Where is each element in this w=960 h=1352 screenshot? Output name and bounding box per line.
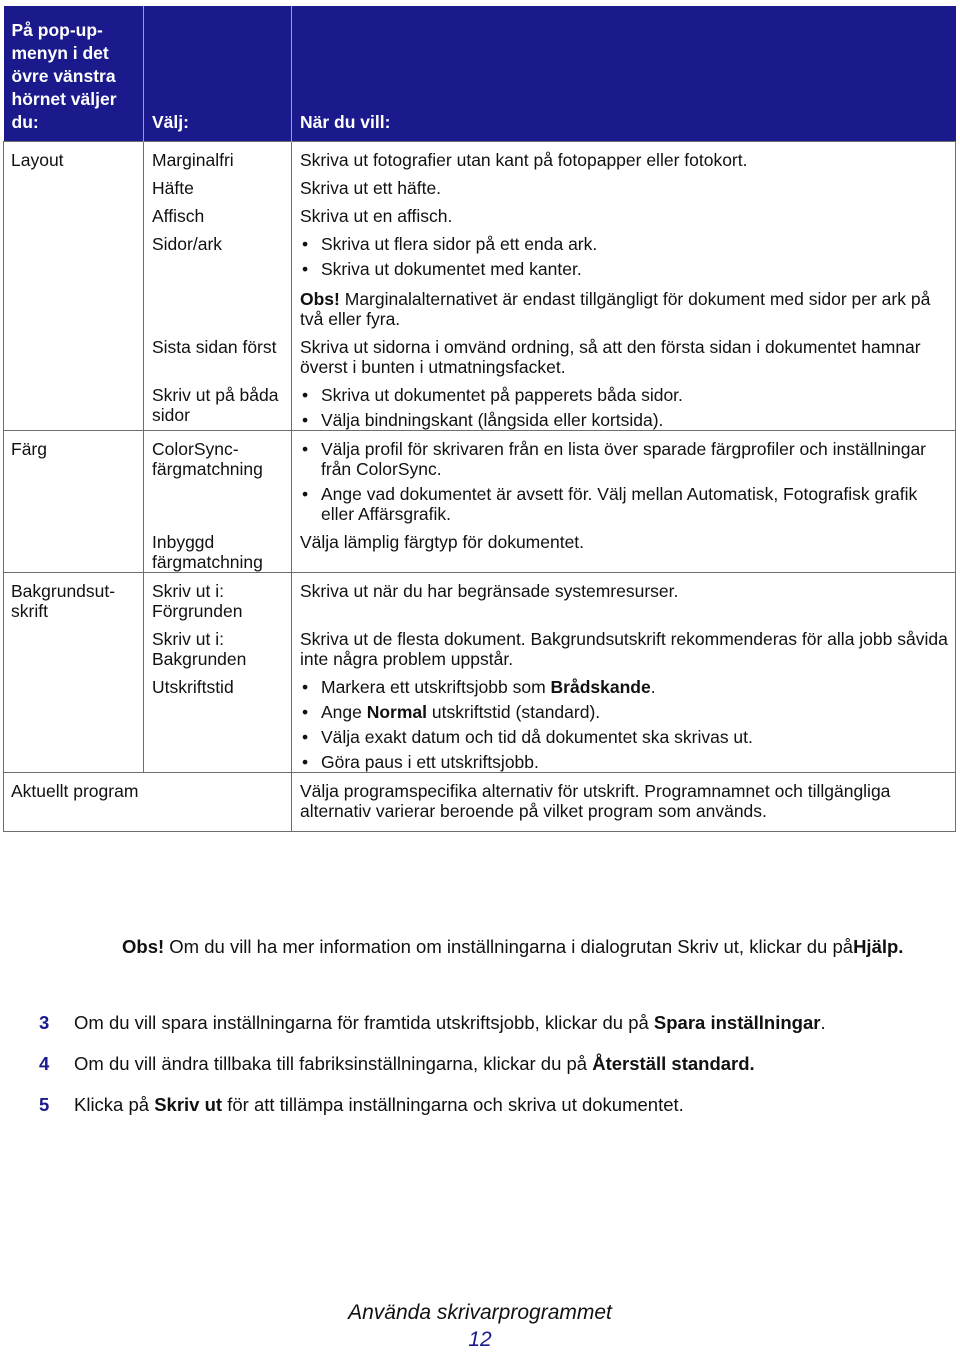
choice-cell: Affisch	[144, 198, 292, 226]
table-row	[4, 621, 956, 669]
step-item: 3 Om du vill spara inställningarna för framtida utskriftsjobb, klickar du på Spara inställningar.	[39, 1012, 826, 1033]
list-item: • Skriva ut flera sidor på ett enda ark.	[300, 234, 949, 254]
table-header-row	[4, 6, 956, 142]
choice-cell: ColorSync-färgmatchning	[144, 431, 292, 525]
list-item: • Skriva ut dokumentet med kanter.	[300, 259, 949, 279]
list-item: • Ange Normal utskriftstid (standard).	[300, 702, 949, 722]
note-label: Obs!	[122, 936, 165, 957]
step-button-ref: Spara inställningar	[653, 1012, 821, 1033]
steps-list	[39, 1011, 954, 1134]
step-button-ref: Återställ standard.	[592, 1053, 755, 1074]
table-row	[4, 329, 956, 377]
choice-cell: Skriv ut i: Förgrunden	[144, 573, 292, 622]
list-item: • Skriva ut dokumentet på papperets båda sidor.	[300, 385, 949, 405]
step-number: 4	[39, 1053, 50, 1074]
desc-cell: Skriva ut ett häfte.	[292, 170, 956, 198]
step-item: 5 Klicka på Skriv ut för att tillämpa inställningarna och skriva ut dokumentet.	[39, 1094, 684, 1115]
bullet-list	[300, 385, 949, 430]
header-popup-menu: På pop-up-menyn i det övre vänstra hörnet väljer du:	[4, 6, 144, 142]
desc-cell: Skriva ut sidorna i omvänd ordning, så att den första sidan i dokumentet hamnar överst i bunten i utmatningsfacket.	[292, 329, 956, 377]
table-row	[4, 198, 956, 226]
bullet-list	[300, 677, 949, 772]
desc-cell	[292, 669, 956, 773]
desc-cell	[292, 226, 956, 329]
list-item: • Göra paus i ett utskriftsjobb.	[300, 752, 949, 772]
step-button-ref: Skriv ut	[154, 1094, 223, 1115]
desc-cell: Välja programspecifika alternativ för utskrift. Programnamnet och tillgängliga alternativ varierar beroende på vilket program som används.	[292, 773, 956, 832]
list-item: • Välja exakt datum och tid då dokumentet ska skrivas ut.	[300, 727, 949, 747]
step-number: 3	[39, 1012, 50, 1033]
table-row	[4, 773, 956, 832]
step-item: 4 Om du vill ändra tillbaka till fabriksinställningarna, klickar du på Återställ standard.	[39, 1053, 755, 1074]
desc-cell	[292, 377, 956, 431]
choice-cell: Utskriftstid	[144, 669, 292, 773]
help-reference: Hjälp.	[853, 936, 904, 957]
menu-cell-aktuellt: Aktuellt program	[4, 773, 292, 832]
choice-cell: Inbyggd färgmatchning	[144, 524, 292, 573]
print-options-table	[3, 6, 956, 832]
inline-note	[300, 289, 949, 329]
list-item: • Ange vad dokumentet är avsett för. Välj mellan Automatisk, Fotografisk grafik eller Affärsgrafik.	[300, 484, 949, 524]
desc-cell: Välja lämplig färgtyp för dokumentet.	[292, 524, 956, 573]
table-row	[4, 669, 956, 773]
list-item: • Markera ett utskriftsjobb som Brådskande.	[300, 677, 949, 697]
table-row	[4, 573, 956, 622]
note-label: Obs!	[300, 289, 340, 309]
choice-cell: Sidor/ark	[144, 226, 292, 329]
menu-cell-layout: Layout	[4, 142, 144, 171]
choice-cell: Skriv ut i: Bakgrunden	[144, 621, 292, 669]
desc-cell	[292, 431, 956, 525]
desc-cell: Skriva ut de flesta dokument. Bakgrundsutskrift rekommenderas för alla jobb såvida inte några problem uppstår.	[292, 621, 956, 669]
note-text: Om du vill ha mer information om inställningarna i dialogrutan Skriv ut, klickar du på	[164, 936, 854, 957]
footer-title: Använda skrivarprogrammet	[348, 1301, 612, 1324]
choice-cell: Sista sidan först	[144, 329, 292, 377]
help-note	[122, 934, 952, 960]
menu-cell-bakgrund: Bakgrundsut-skrift	[4, 573, 144, 622]
note-text: Marginalalternativet är endast tillgängligt för dokument med sidor per ark på två eller fyra.	[300, 289, 931, 329]
choice-cell: Marginalfri	[144, 142, 292, 171]
bullet-list	[300, 234, 949, 279]
page-number: 12	[468, 1328, 492, 1351]
choice-cell: Häfte	[144, 170, 292, 198]
menu-cell-farg: Färg	[4, 431, 144, 525]
table-row	[4, 226, 956, 329]
desc-cell: Skriva ut en affisch.	[292, 198, 956, 226]
header-when: När du vill:	[292, 6, 956, 142]
list-item: • Välja bindningskant (långsida eller kortsida).	[300, 410, 949, 430]
table-row	[4, 377, 956, 431]
desc-cell: Skriva ut fotografier utan kant på fotopapper eller fotokort.	[292, 142, 956, 171]
table-row	[4, 524, 956, 573]
bullet-list	[300, 439, 949, 524]
table-row	[4, 142, 956, 171]
table-row	[4, 431, 956, 525]
table-row	[4, 170, 956, 198]
choice-cell: Skriv ut på båda sidor	[144, 377, 292, 431]
step-number: 5	[39, 1094, 50, 1115]
desc-cell: Skriva ut när du har begränsade systemresurser.	[292, 573, 956, 622]
list-item: • Välja profil för skrivaren från en lista över sparade färgprofiler och inställningar från ColorSync.	[300, 439, 949, 479]
header-choose: Välj:	[144, 6, 292, 142]
